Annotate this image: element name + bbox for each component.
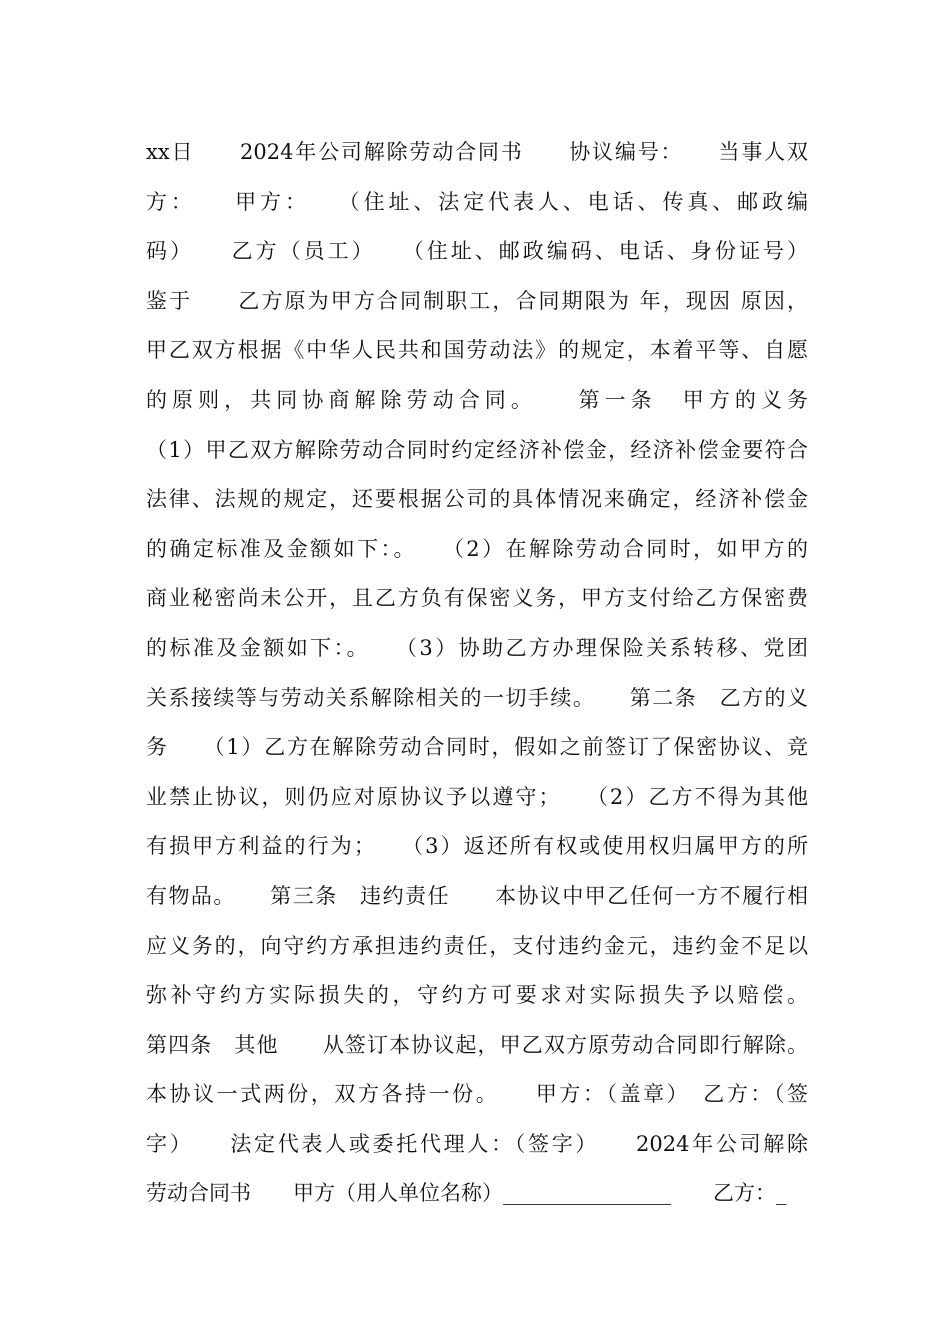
text-line-8: 法律、法规的规定，还要根据公司的具体情况来确定，经济补偿金 [146,487,808,512]
text-line-11: 的标准及金额如下：。 （3）协助乙方办理保险关系转移、党团 [146,635,808,660]
text-line-6: 的原则，共同协商解除劳动合同。 第一条 甲方的义务 [146,387,808,412]
text-line-5: 甲乙双方根据《中华人民共和国劳动法》的规定，本着平等、自愿 [146,338,808,363]
text-line-15: 有损甲方利益的行为； （3）返还所有权或使用权归属甲方的所 [146,834,808,859]
text-line-3: 码） 乙方（员工） （住址、邮政编码、电话、身份证号） [146,239,808,264]
text-line-4: 鉴于 乙方原为甲方合同制职工，合同期限为 年，现因 原因， [146,288,808,313]
text-line-10: 商业秘密尚未公开，且乙方负有保密义务，甲方支付给乙方保密费 [146,586,808,611]
text-line-21: 字） 法定代表人或委托代理人：（签字） 2024年公司解除 [146,1131,808,1156]
text-line-7: （1）甲乙双方解除劳动合同时约定经济补偿金，经济补偿金要符合 [146,437,808,462]
text-line-16: 有物品。 第三条 违约责任 本协议中甲乙任何一方不履行相 [146,883,808,908]
text-line-13: 务 （1）乙方在解除劳动合同时，假如之前签订了保密协议、竞 [146,735,808,760]
text-line-22: 劳动合同书 甲方（用人单位名称）________________ 乙方：_ [146,1181,787,1206]
text-line-18: 弥补守约方实际损失的，守约方可要求对实际损失予以赔偿。 [146,983,808,1008]
text-line-1: xx日 2024年公司解除劳动合同书 协议编号： 当事人双 [146,140,808,164]
text-line-19: 第四条 其他 从签订本协议起，甲乙双方原劳动合同即行解除。 [146,1032,808,1057]
text-line-2: 方： 甲方： （住址、法定代表人、电话、传真、邮政编 [146,189,808,214]
contract-body [146,128,808,1219]
text-line-17: 应义务的，向守约方承担违约责任，支付违约金元，违约金不足以 [146,933,808,958]
text-line-20: 本协议一式两份，双方各持一份。 甲方：（盖章） 乙方：（签 [146,1082,808,1107]
text-line-12: 关系接续等与劳动关系解除相关的一切手续。 第二条 乙方的义 [146,685,808,710]
text-line-14: 业禁止协议，则仍应对原协议予以遵守； （2）乙方不得为其他 [146,784,808,809]
text-line-9: 的确定标准及金额如下：。 （2）在解除劳动合同时，如甲方的 [146,536,808,561]
